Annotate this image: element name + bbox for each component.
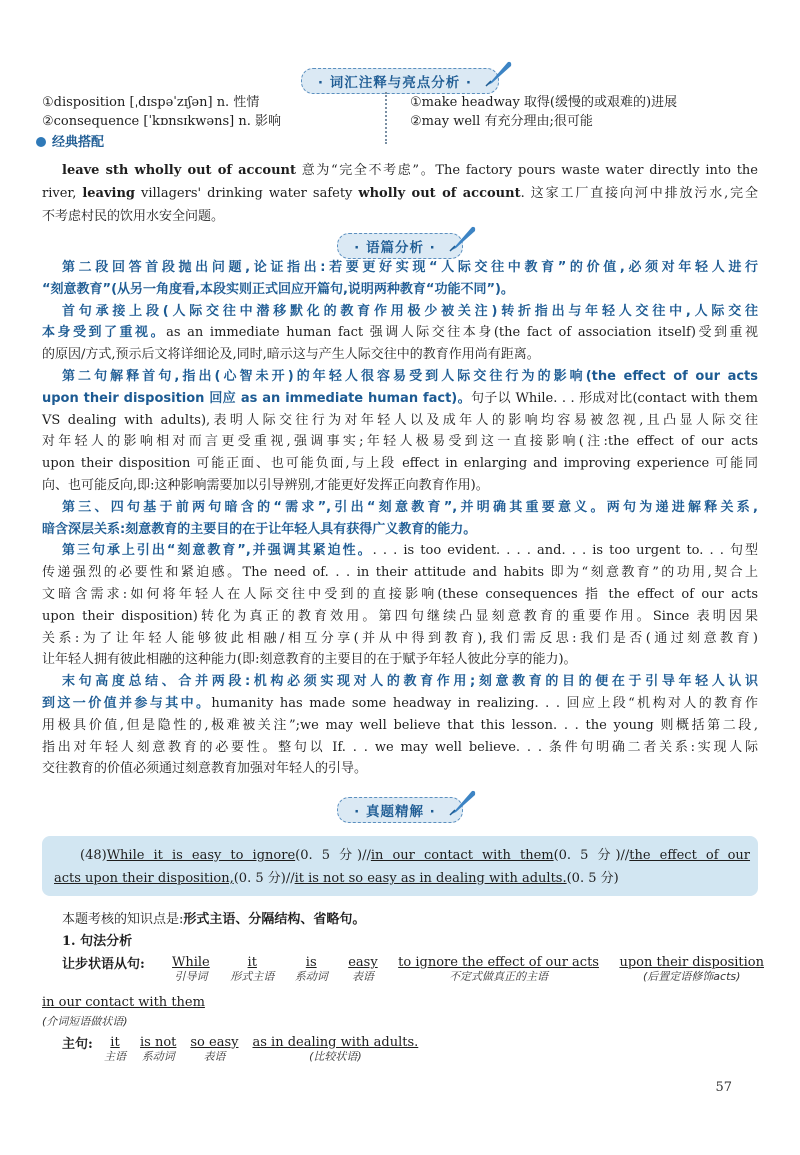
- section-title-answer: · 真题精解 ·: [337, 797, 463, 823]
- clause-word: it: [110, 1035, 120, 1050]
- clause-word: it: [247, 955, 257, 970]
- analysis-line: upon their disposition 可能正面、也可能负面,与上段 effect in enlarging and improving experience 可能同: [42, 456, 758, 472]
- analysis-line: VS dealing with adults),表明人际交往行为对年轻人以及成年人的影响均容易被忽视,且凸显人际交往: [42, 412, 758, 428]
- answer-line-1: (48)While it is easy to ignore(0. 5 分)//in our contact with them(0. 5 分)//the effect of our: [80, 848, 751, 863]
- quill-icon: [448, 788, 478, 816]
- clause-role-label: 不定式做真正的主语: [449, 970, 549, 983]
- analysis-line: 传递强烈的必要性和紧迫感。The need of. . . in their attitude and habits 即为“刻意教育”的功用,契合上: [42, 565, 758, 581]
- analysis-line: 让年轻人拥有彼此相融的这种能力(即:刻意教育的主要目的在于赋予年轻人彼此分享的能力)。: [42, 652, 577, 668]
- clause1-line2: in our contact with them: [42, 995, 205, 1010]
- collocation-heading: 经典搭配: [36, 133, 104, 153]
- analysis-line: 暗含深层关系:刻意教育的主要目的在于让年轻人具有获得广义教育的能力。: [42, 521, 477, 537]
- vocab-divider: [385, 92, 393, 144]
- analysis-line: upon their disposition 回应 as an immediate human fact)。句子以 While. . . 形成对比(contact with them: [42, 390, 758, 406]
- section-title-analysis: · 语篇分析 ·: [337, 233, 463, 259]
- main-clause: [104, 1035, 418, 1064]
- vocab-left-1: ①disposition [ˌdɪspəˈzɪʃən] n. 性情: [42, 95, 260, 110]
- syntax-heading: 1. 句法分析: [62, 934, 133, 949]
- clause-component: [104, 1035, 126, 1064]
- clause-word: to ignore the effect of our acts: [398, 955, 599, 970]
- page-number: 57: [715, 1080, 732, 1095]
- analysis-line: 到这一价值并参与其中。humanity has made some headway in realizing. . . 回应上段“机构对人的教育作: [42, 696, 758, 711]
- clause-role-label: 形式主语: [230, 970, 275, 983]
- clause-word: upon their disposition: [619, 955, 764, 970]
- clause-component: [140, 1035, 176, 1064]
- vocab-left-2: ②consequence [ˈkɒnsɪkwəns] n. 影响: [42, 114, 281, 129]
- section-title-vocab: · 词汇注释与亮点分析 ·: [301, 68, 499, 94]
- clause-word: While: [172, 955, 210, 970]
- clause-component: [619, 955, 764, 984]
- analysis-line: 指出对年轻人刻意教育的必要性。整句以 If. . . we may well believe. . . 条件句明确二者关系:实现人际: [42, 739, 758, 755]
- vocab-right-2: ②may well 有充分理由;很可能: [410, 114, 593, 129]
- quill-icon: [484, 59, 514, 87]
- clause-component: [172, 955, 210, 984]
- analysis-line: 第三句承上引出“刻意教育”,并强调其紧迫性。. . . is too evident. . . . and. . . is too urgent to. . . 句型: [62, 543, 758, 559]
- analysis-line: “刻意教育”(从另一角度看,本段实则正式回应开篇句,说明两种教育“功能不同”)。: [42, 281, 514, 297]
- analysis-line: 第三、四句基于前两句暗含的“需求”,引出“刻意教育”,并明确其重要意义。两句为递进解释关系,: [62, 499, 758, 515]
- bullet-icon: [36, 137, 46, 147]
- analysis-line: 用极具价值,但是隐性的,极难被关注”;we may well believe that this lesson. . . the young 则概括第二段,: [42, 717, 758, 733]
- concessive-clause: [172, 955, 764, 984]
- clause-role-label: 表语: [203, 1050, 226, 1063]
- analysis-line: 关系:为了让年轻人能够彼此相融/相互分享(并从中得到教育),我们需反思:我们是否(通过刻意教育): [42, 630, 758, 646]
- analysis-line: 第二段回答首段抛出问题,论证指出:若要更好实现“人际交往中教育”的价值,必须对年轻人进行: [62, 260, 758, 275]
- clause-word: is not: [140, 1035, 177, 1050]
- clause-role-label: 系动词: [294, 970, 328, 983]
- section-header-analysis: [0, 233, 800, 259]
- answer-line-2: acts upon their disposition,(0. 5 分)//it is not so easy as in dealing with adults.(0. 5 分): [54, 871, 619, 886]
- analysis-line: 首句承接上段(人际交往中潜移默化的教育作用极少被关注)转折指出与年轻人交往中,人际交往: [62, 303, 758, 319]
- main-clause-label: 主句:: [62, 1037, 93, 1052]
- section-header-answer: [0, 797, 800, 823]
- collocation-line-2: river, leaving villagers' drinking water safety wholly out of account. 这家工厂直接向河中排放污水,完全: [42, 186, 759, 201]
- analysis-line: 向、也可能反向,即:这种影响需要加以引导辨别,才能更好发挥正向教育作用)。: [42, 478, 489, 493]
- clause-word: is: [305, 955, 317, 970]
- clause-role-label: (后置定语修饰acts): [643, 970, 741, 983]
- concessive-clause-label: 让步状语从句:: [62, 957, 145, 972]
- quill-icon: [448, 224, 478, 252]
- clause-role-label: 引导词: [174, 970, 208, 983]
- clause-role-label: (比较状语): [309, 1050, 362, 1063]
- analysis-line: 对年轻人的影响相对而言更受重视,强调事实;年轻人极易受到这一直接影响(注:the effect of our acts: [42, 434, 758, 450]
- clause-component: [190, 1035, 238, 1064]
- clause-component: [398, 955, 599, 984]
- clause1-line2-label: (介词短语做状语): [42, 1015, 128, 1028]
- clause-word: so easy: [190, 1035, 239, 1050]
- collocation-line-3: 不考虑村民的饮用水安全问题。: [42, 209, 225, 224]
- analysis-line: 文暗含需求:如何将年轻人在人际交往中受到的直接影响(these consequences 指 the effect of our acts: [42, 587, 758, 602]
- analysis-line: 第二句解释首句,指出(心智未开)的年轻人很容易受到人际交往行为的影响(the effect of our acts: [62, 369, 758, 384]
- clause-component: [230, 955, 274, 984]
- clause-word: as in dealing with adults.: [252, 1035, 419, 1050]
- analysis-line: 末句高度总结、合并两段:机构必须实现对人的教育作用;刻意教育的目的便在于引导年轻人认识: [62, 674, 758, 690]
- knowledge-points: 本题考核的知识点是:形式主语、分隔结构、省略句。: [62, 912, 366, 927]
- clause-role-label: 系动词: [141, 1050, 175, 1063]
- section-header-vocab: [0, 68, 800, 94]
- clause-role-label: 表语: [351, 970, 374, 983]
- clause-component: [252, 1035, 418, 1064]
- analysis-line: 交往教育的价值必须通过刻意教育加强对年轻人的引导。: [42, 761, 368, 777]
- vocab-right-1: ①make headway 取得(缓慢的或艰难的)进展: [410, 95, 678, 110]
- clause-word: easy: [348, 955, 378, 970]
- analysis-line: 本身受到了重视。as an immediate human fact 强调人际交往本身(the fact of association itself)受到重视: [42, 325, 758, 341]
- analysis-line: upon their disposition)转化为真正的教育效用。第四句继续凸显刻意教育的重要作用。Since 表明因果: [42, 608, 758, 624]
- collocation-line-1: leave sth wholly out of account 意为“完全不考虑”。The factory pours waste water directly into the: [62, 163, 758, 178]
- analysis-line: 的原因/方式,预示后文将详细论及,同时,暗示这与产生人际交往中的教育作用尚有距离。: [42, 347, 540, 363]
- clause-role-label: 主语: [104, 1050, 126, 1063]
- clause-component: [348, 955, 377, 984]
- clause-component: [295, 955, 328, 984]
